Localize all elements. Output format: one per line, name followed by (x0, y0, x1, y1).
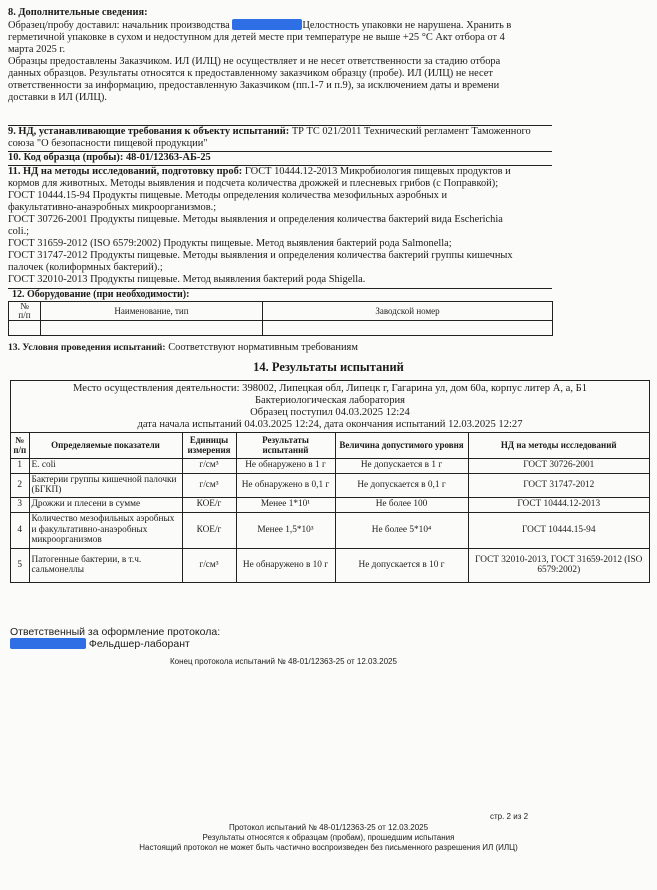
section-13-label: 13. Условия проведения испытаний: (8, 342, 166, 353)
section-9-value: ТР ТС 021/2011 Технический регламент Таможенного (291, 126, 531, 137)
section-10-sample-code (8, 152, 550, 164)
section-10-value: 48-01/12363-АБ-25 (125, 152, 211, 163)
row-method: ГОСТ 31747-2012 (468, 473, 649, 497)
row-indicator: Количество мезофильных аэробных и факультативно-анаэробных микроорганизмов (29, 512, 182, 548)
col-limit: Величина допустимого уровня (335, 433, 468, 458)
section-13-value: Соответствуют нормативным требованиям (168, 342, 358, 353)
row-unit: г/см³ (182, 458, 236, 473)
results-header (11, 381, 649, 433)
table-row (11, 512, 649, 548)
section-11-line-7: ГОСТ 31747-2012 Продукты пищевые. Методы выявления и определения количества бактерий группы кишечных (8, 250, 513, 261)
row-limit: Не более 5*10⁴ (335, 512, 468, 548)
results-table (10, 380, 650, 583)
row-number: 4 (11, 512, 29, 548)
row-limit: Не более 100 (335, 497, 468, 512)
row-unit: КОЕ/г (182, 512, 236, 548)
section-8-line-1: Образец/пробу доставил: начальник производства Целостность упаковки не нарушена. Хранить в (8, 20, 512, 31)
row-number: 5 (11, 548, 29, 582)
row-result: Не обнаружено в 0,1 г (236, 473, 335, 497)
row-indicator: Дрожжи и плесени в сумме (29, 497, 182, 512)
section-8-line-2: герметичной упаковке в сухом и недоступном для детей месте при температуре не выше +25 °С Акт отбора от 4 (8, 32, 505, 43)
section-9-requirements (8, 126, 550, 150)
section-8-line-4: Образцы предоставлены Заказчиком. ИЛ (ИЛЦ) не осуществляет и не несет ответственности за стадию отбора (8, 56, 501, 67)
row-limit: Не допускается в 10 г (335, 548, 468, 582)
row-method: ГОСТ 32010-2013, ГОСТ 31659-2012 (ISO 6579:2002) (468, 548, 649, 582)
section-10-label: 10. Код образца (пробы): (8, 152, 124, 163)
col-unit: Единицы измерения (182, 433, 236, 458)
row-number: 3 (11, 497, 29, 512)
section-11-line-3: факультативно-анаэробных микроорганизмов.; (8, 202, 217, 213)
section-8-additional-info (8, 7, 550, 104)
section-11-line-1: кормов для животных. Методы выявления и подсчета количества дрожжей и плесневых грибов (с Поправкой); (8, 178, 499, 189)
responsible-label: Ответственный за оформление протокола: (10, 626, 221, 638)
responsible-block (10, 626, 220, 650)
equipment-col-serial: Заводской номер (263, 302, 553, 321)
row-result: Не обнаружено в 1 г (236, 458, 335, 473)
table-row (11, 497, 649, 512)
section-11-line-4: ГОСТ 30726-2001 Продукты пищевые. Методы выявления и определения количества бактерий вида Escherichia (8, 214, 503, 225)
table-row (11, 473, 649, 497)
row-method: ГОСТ 10444.15-94 (468, 512, 649, 548)
results-dates: дата начала испытаний 04.03.2025 12:24, дата окончания испытаний 12.03.2025 12:27 (137, 419, 523, 430)
equipment-col-name: Наименование, тип (41, 302, 263, 321)
footer (0, 823, 657, 853)
section-8-line-6: ответственности за информацию, предоставленную Заказчиком (пп.1-7 и п.9), за исключением даты и времени (8, 80, 500, 91)
results-received: Образец поступил 04.03.2025 12:24 (250, 407, 410, 418)
equipment-header-row (9, 302, 553, 321)
responsible-position: Фельдшер-лаборант (88, 638, 190, 650)
row-limit: Не допускается в 1 г (335, 458, 468, 473)
col-result: Результаты испытаний (236, 433, 335, 458)
col-method: НД на методы исследований (468, 433, 649, 458)
section-12-title: 12. Оборудование (при необходимости): (12, 289, 190, 300)
section-11-line-2: ГОСТ 10444.15-94 Продукты пищевые. Методы определения количества мезофильных аэробных и (8, 190, 448, 201)
equipment-col-no: № п/п (9, 302, 41, 321)
section-13-conditions (8, 342, 628, 354)
table-row (11, 548, 649, 582)
footer-line-1: Протокол испытаний № 48-01/12363-25 от 12.03.2025 (228, 823, 429, 832)
results-location: Место осуществления деятельности: 398002, Липецкая обл, Липецк г, Гагарина ул, дом 60а, корпус литер А, а, Б1 (72, 383, 588, 394)
row-unit: КОЕ/г (182, 497, 236, 512)
row-unit: г/см³ (182, 473, 236, 497)
row-limit: Не допускается в 0,1 г (335, 473, 468, 497)
section-8-line-3: марта 2025 г. (8, 44, 66, 55)
section-8-title: 8. Дополнительные сведения: (8, 7, 148, 18)
results-lab: Бактериологическая лаборатория (254, 395, 406, 406)
row-unit: г/см³ (182, 548, 236, 582)
redaction-box (10, 638, 86, 649)
section-11-line-0: ГОСТ 10444.12-2013 Микробиология пищевых продуктов и (244, 166, 511, 177)
section-9-value-2: союза "О безопасности пищевой продукции" (8, 138, 208, 149)
section-9-label: 9. НД, устанавливающие требования к объекту испытаний: (8, 126, 290, 137)
row-indicator: Бактерии группы кишечной палочки (БГКП) (29, 473, 182, 497)
row-indicator: Патогенные бактерии, в т.ч. сальмонеллы (29, 548, 182, 582)
redaction-box (232, 19, 302, 30)
section-11-line-9: ГОСТ 32010-2013 Продукты пищевые. Метод выявления бактерий рода Shigella. (8, 274, 366, 285)
page-number: стр. 2 из 2 (490, 812, 529, 821)
row-result: Менее 1*10¹ (236, 497, 335, 512)
section-8-line-5: данных образцов. Результаты относятся к предоставленному заказчиком образцу (пробе). ИЛ (ИЛЦ) не несет (8, 68, 493, 79)
section-12-equipment (8, 289, 552, 336)
end-of-protocol-note: Конец протокола испытаний № 48-01/12363-25 от 12.03.2025 (170, 657, 397, 666)
section-8-line-7: доставки в ИЛ (ИЛЦ). (8, 92, 107, 103)
row-number: 1 (11, 458, 29, 473)
row-result: Не обнаружено в 10 г (236, 548, 335, 582)
section-14-title: 14. Результаты испытаний (253, 360, 404, 374)
section-11-line-5: coli.; (8, 226, 30, 237)
footer-line-3: Настоящий протокол не может быть частично воспроизведен без письменного разрешения ИЛ (ИЛЦ) (139, 843, 518, 852)
row-number: 2 (11, 473, 29, 497)
results-column-headers (11, 433, 649, 458)
section-11-line-6: ГОСТ 31659-2012 (ISO 6579:2002) Продукты пищевые. Метод выявления бактерий рода Salmonella; (8, 238, 452, 249)
section-11-methods (8, 166, 550, 286)
section-11-line-8: палочек (колиформных бактерий).; (8, 262, 163, 273)
table-row (11, 458, 649, 473)
section-11-label: 11. НД на методы исследований, подготовку проб: (8, 166, 243, 177)
row-result: Менее 1,5*10³ (236, 512, 335, 548)
row-method: ГОСТ 30726-2001 (468, 458, 649, 473)
col-number: № п/п (11, 433, 29, 458)
footer-line-2: Результаты относятся к образцам (пробам), прошедшим испытания (202, 833, 455, 842)
equipment-empty-row (9, 321, 553, 336)
row-indicator: E. coli (29, 458, 182, 473)
col-indicator: Определяемые показатели (29, 433, 182, 458)
row-method: ГОСТ 10444.12-2013 (468, 497, 649, 512)
equipment-table (8, 301, 553, 336)
